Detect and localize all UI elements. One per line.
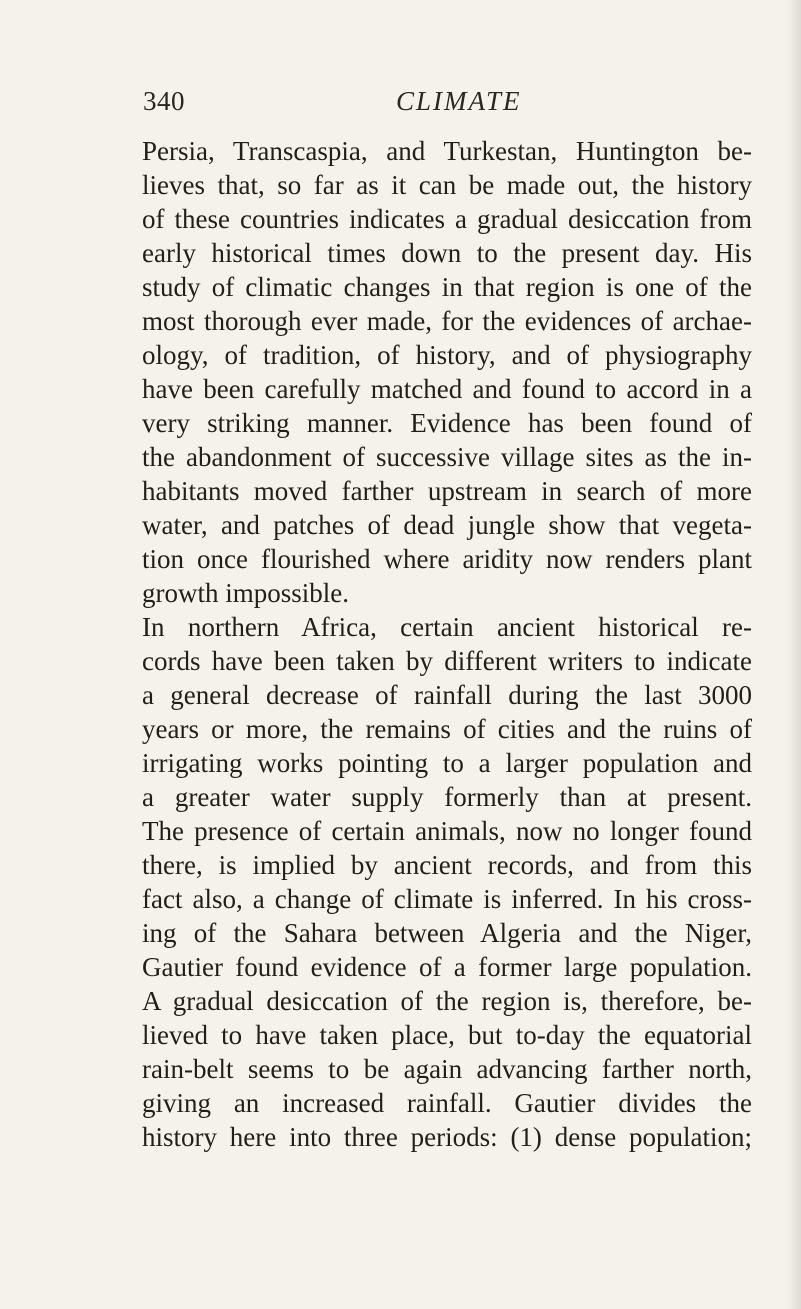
text-line-paragraph-start: In northern Africa, certain ancient historical re-	[142, 612, 752, 642]
text-line: ology, of tradition, of history, and of physiography	[142, 340, 752, 370]
text-line: study of climatic changes in that region is one of the	[142, 272, 752, 302]
text-line: there, is implied by ancient records, and from this	[142, 850, 752, 880]
text-line: lieved to have taken place, but to-day the equatorial	[142, 1020, 752, 1050]
running-head: CLIMATE	[396, 86, 522, 116]
text-line: A gradual desiccation of the region is, therefore, be-	[142, 986, 752, 1016]
text-line: early historical times down to the present day. His	[142, 238, 752, 268]
text-line: years or more, the remains of cities and the ruins of	[142, 714, 752, 744]
text-line: of these countries indicates a gradual desiccation from	[142, 204, 752, 234]
text-line-paragraph-end: growth impossible.	[142, 578, 349, 608]
text-line: giving an increased rainfall. Gautier divides the	[142, 1088, 752, 1118]
text-line: lieves that, so far as it can be made out, the history	[142, 170, 752, 200]
text-line: history here into three periods: (1) dense population;	[142, 1122, 752, 1152]
page-edge-shadow	[787, 0, 801, 1309]
text-line: most thorough ever made, for the evidences of archae-	[142, 306, 752, 336]
page-header	[143, 86, 743, 126]
text-line: a greater water supply formerly than at present.	[142, 782, 752, 812]
text-line: have been carefully matched and found to accord in a	[142, 374, 752, 404]
text-line: habitants moved farther upstream in search of more	[142, 476, 752, 506]
text-line: cords have been taken by different writers to indicate	[142, 646, 752, 676]
text-line: ing of the Sahara between Algeria and the Niger,	[142, 918, 752, 948]
body-text	[142, 134, 752, 1154]
text-line: fact also, a change of climate is inferred. In his cross-	[142, 884, 752, 914]
text-line: a general decrease of rainfall during the last 3000	[142, 680, 752, 710]
text-line: very striking manner. Evidence has been found of	[142, 408, 752, 438]
text-line: the abandonment of successive village sites as the in-	[142, 442, 752, 472]
text-line: tion once flourished where aridity now renders plant	[142, 544, 752, 574]
text-line: Persia, Transcaspia, and Turkestan, Huntington be-	[142, 136, 752, 166]
page-number: 340	[143, 86, 185, 116]
text-line: Gautier found evidence of a former large population.	[142, 952, 752, 982]
text-line: irrigating works pointing to a larger population and	[142, 748, 752, 778]
text-line: water, and patches of dead jungle show that vegeta-	[142, 510, 752, 540]
text-line: The presence of certain animals, now no longer found	[142, 816, 752, 846]
text-line: rain-belt seems to be again advancing farther north,	[142, 1054, 752, 1084]
